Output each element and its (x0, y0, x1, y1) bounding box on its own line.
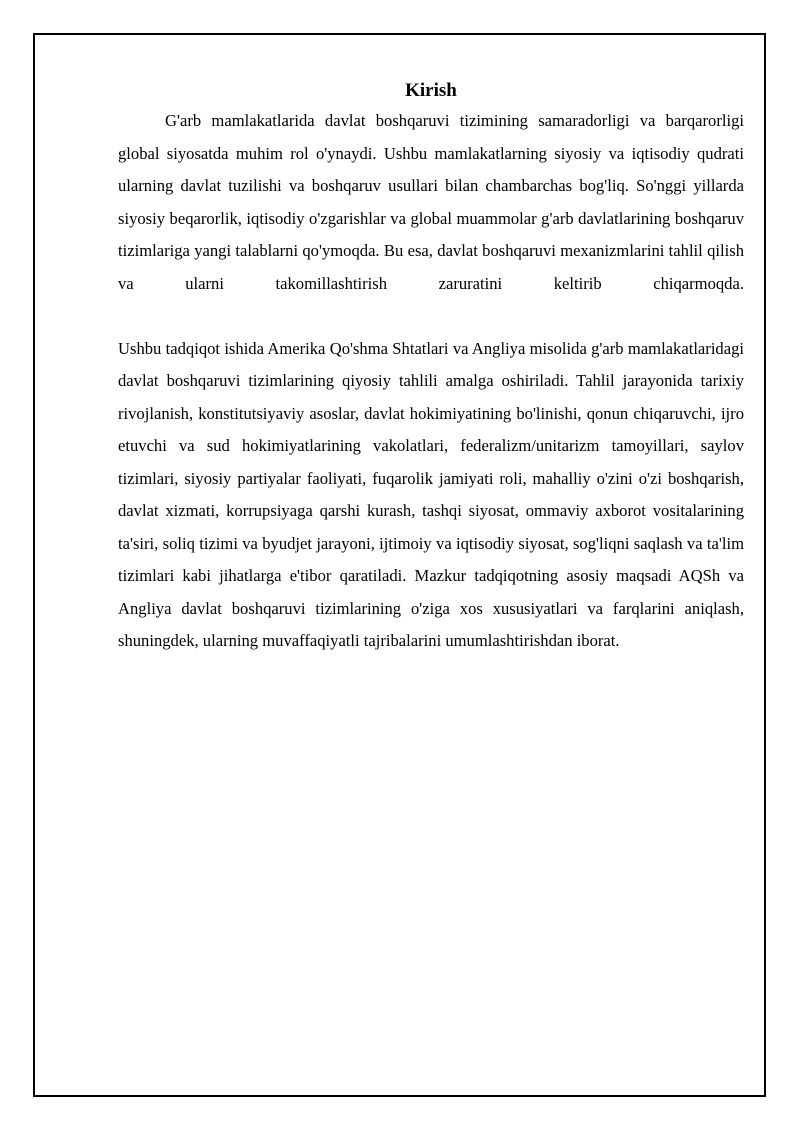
page-frame (33, 33, 766, 1097)
document-body (118, 79, 744, 658)
paragraph-spacer (118, 300, 744, 333)
page-title: Kirish (405, 80, 457, 101)
paragraph-intro: G'arb mamlakatlarida davlat boshqaruvi tizimining samaradorligi va barqarorligi global siyosatda muhim rol o'ynaydi. Ushbu mamlakatlarning siyosiy va iqtisodiy qudrati ularning davlat tuzilishi va boshqaruv usullari bilan chambarchas bog'liq. So'nggi yillarda siyosiy beqarorlik, iqtisodiy o'zgarishlar va global muammolar g'arb davlatlarining boshqaruv tizimlariga yangi talablarni qo'ymoqda. Bu esa, davlat boshqaruvi mexanizmlarini tahlil qilish va ularni takomillashtirish zaruratini keltirib chiqarmoqda. (118, 111, 744, 293)
paragraph-research: Ushbu tadqiqot ishida Amerika Qo'shma Shtatlari va Angliya misolida g'arb mamlakatlaridagi davlat boshqaruvi tizimlarining qiyosiy tahlili amalga oshiriladi. Tahlil jarayonida tarixiy rivojlanish, konstitutsiyaviy asoslar, davlat hokimiyatining bo'linishi, qonun chiqaruvchi, ijro etuvchi va sud hokimiyatlarining vakolatlari, federalizm/unitarizm tamoyillari, saylov tizimlari, siyosiy partiyalar faoliyati, fuqarolik jamiyati roli, mahalliy o'zini o'zi boshqarish, davlat xizmati, korrupsiyaga qarshi kurash, tashqi siyosat, ommaviy axborot vositalarining ta'siri, soliq tizimi va byudjet jarayoni, ijtimoiy va iqtisodiy siyosat, sog'liqni saqlash va ta'lim tizimlari kabi jihatlarga e'tibor qaratiladi. Mazkur tadqiqotning asosiy maqsadi AQSh va Angliya davlat boshqaruvi tizimlarining o'ziga xos xususiyatlari va farqlarini aniqlash, shuningdek, ularning muvaffaqiyatli tajribalarini umumlashtirishdan iborat. (118, 338, 744, 650)
